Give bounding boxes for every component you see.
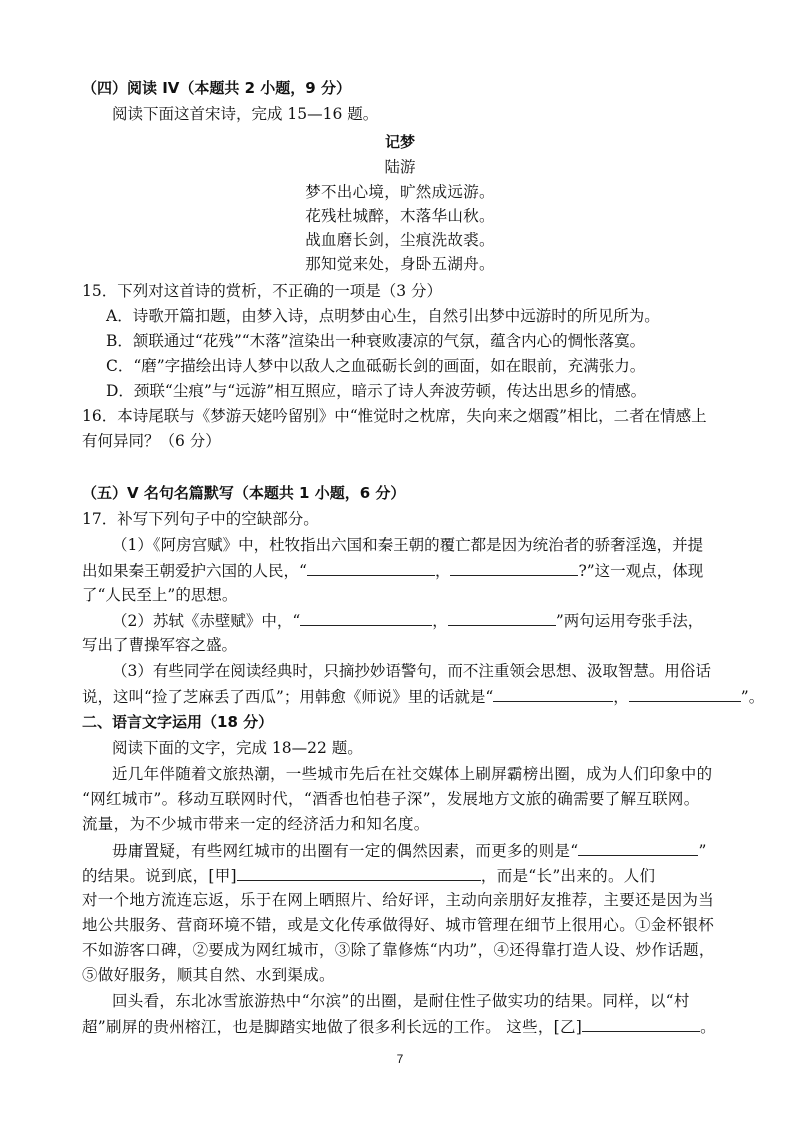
fill-blank[interactable]: [578, 840, 698, 856]
q17-part1-line1: （1）《阿房宫赋》中，杜牧指出六国和秦王朝的覆亡都是因为统治者的骄奢淫逸，并提: [112, 536, 704, 554]
q17-part1-line2: [82, 560, 703, 581]
q17-part2-text-b: ，: [432, 612, 448, 630]
passage-text: 毋庸置疑，有些网红城市的出圈有一定的偶然因素，而更多的则是“: [112, 842, 579, 860]
q17-part1-text-b: ，: [434, 562, 451, 580]
fill-blank[interactable]: [629, 686, 741, 702]
q17-part2-text-c: ”两句运用夸张手法，: [555, 612, 704, 630]
question-15-option-a: A．诗歌开篇扣题，由梦入诗，点明梦由心生，自然引出梦中远游时的所见所为。: [106, 307, 660, 325]
passage-line: 对一个地方流连忘返，乐于在网上晒照片、给好评，主动向亲朋好友推荐，主要还是因为当: [82, 891, 715, 909]
fill-blank[interactable]: [307, 560, 435, 576]
poem-line: 梦不出心境，旷然成远游。: [305, 183, 495, 201]
q17-part3-line2: [82, 686, 764, 707]
passage-line: [82, 1016, 716, 1037]
passage-line: 不如游客口碑，②要成为网红城市，③除了靠修炼“内功”，④还得靠打造人设、炒作话题，: [82, 941, 715, 959]
poem-title: 记梦: [384, 133, 415, 151]
question-16-line1: 16．本诗尾联与《梦游天姥吟留别》中“惟觉时之枕席，失向来之烟霞”相比，二者在情感上: [82, 407, 707, 425]
passage-text: ，而是“长”出来的。人们: [480, 867, 656, 885]
passage-line: 近几年伴随着文旅热潮，一些城市先后在社交媒体上刷屏霸榜出圈，成为人们印象中的: [112, 765, 713, 783]
section-4-intro: 阅读下面这首宋诗，完成 15—16 题。: [112, 105, 379, 123]
fill-blank[interactable]: [493, 686, 613, 702]
section-5-heading: （五）V 名句名篇默写（本题共 1 小题，6 分）: [82, 484, 406, 502]
poem-line: 那知觉来处，身卧五湖舟。: [305, 255, 495, 273]
section-4-heading: （四）阅读 IV（本题共 2 小题，9 分）: [82, 79, 351, 97]
fill-blank[interactable]: [300, 610, 432, 626]
passage-text: 超”刷屏的贵州榕江，也是脚踏实地做了很多利长远的工作。 这些，[乙]: [82, 1018, 583, 1036]
q17-part2-line1: [112, 610, 703, 631]
fill-blank[interactable]: [450, 560, 578, 576]
passage-line: “网红城市”。移动互联网时代，“酒香也怕巷子深”，发展地方文旅的确需要了解互联网。: [82, 790, 700, 808]
passage-line: 流量，为不少城市带来一定的经济活力和知名度。: [82, 815, 430, 833]
question-17-stem: 17．补写下列句子中的空缺部分。: [82, 510, 319, 528]
passage-line: [82, 865, 655, 886]
q17-part3-line1: （3）有些同学在阅读经典时，只摘抄妙语警句，而不注重领会思想、汲取智慧。用俗话: [112, 662, 711, 680]
question-16-line2: 有何异同？（6 分）: [82, 432, 221, 450]
passage-line: 地公共服务、营商环境不错，或是文化传承做得好、城市管理在细节上很用心。①金杯银杯: [82, 916, 715, 934]
passage-line: 回头看，东北冰雪旅游热中“尔滨”的出圈，是耐住性子做实功的结果。同样，以“村: [112, 992, 690, 1010]
q17-part2-text-a: （2）苏轼《赤壁赋》中，“: [112, 612, 301, 630]
passage-text: 。: [700, 1018, 716, 1036]
part-2-intro: 阅读下面的文字，完成 18—22 题。: [112, 739, 363, 757]
fill-blank[interactable]: [237, 865, 481, 881]
q17-part2-line2: 写出了曹操军容之盛。: [82, 636, 238, 654]
q17-part3-text-c: ”。: [740, 688, 765, 706]
q17-part1-text-a: 出如果秦王朝爱护六国的人民，“: [82, 562, 307, 580]
page-number: 7: [396, 1052, 404, 1066]
q17-part1-line3: 了“人民至上”的思想。: [82, 586, 238, 604]
passage-line: ⑤做好服务，顺其自然、水到渠成。: [82, 966, 335, 984]
part-2-heading: 二、语言文字运用（18 分）: [82, 713, 274, 731]
poem-author: 陆游: [384, 158, 416, 176]
question-15-option-c: C．“磨”字描绘出诗人梦中以敌人之血砥砺长剑的画面，如在眼前，充满张力。: [106, 357, 646, 375]
fill-blank[interactable]: [448, 610, 556, 626]
passage-text: ”: [698, 842, 707, 860]
passage-text: 的结果。说到底，[甲]: [82, 867, 237, 885]
question-15-stem: 15．下列对这首诗的赏析，不正确的一项是（3 分）: [82, 282, 443, 300]
q17-part3-text-a: 说，这叫“捡了芝麻丢了西瓜”；用韩愈《师说》里的话就是“: [82, 688, 494, 706]
poem-line: 战血磨长剑，尘痕洗故裘。: [305, 231, 495, 249]
passage-line: [112, 840, 707, 861]
fill-blank[interactable]: [582, 1016, 700, 1032]
question-15-option-b: B．颔联通过“花残”“木落”渲染出一种衰败凄凉的气氛，蕴含内心的惆怅落寞。: [106, 332, 646, 350]
poem-line: 花残杜城醉，木落华山秋。: [305, 207, 495, 225]
q17-part3-text-b: ，: [613, 688, 629, 706]
question-15-option-d: D．颈联“尘痕”与“远游”相互照应，暗示了诗人奔波劳顿，传达出思乡的情感。: [106, 382, 647, 400]
q17-part1-text-c: ?”这一观点，体现: [578, 562, 704, 580]
